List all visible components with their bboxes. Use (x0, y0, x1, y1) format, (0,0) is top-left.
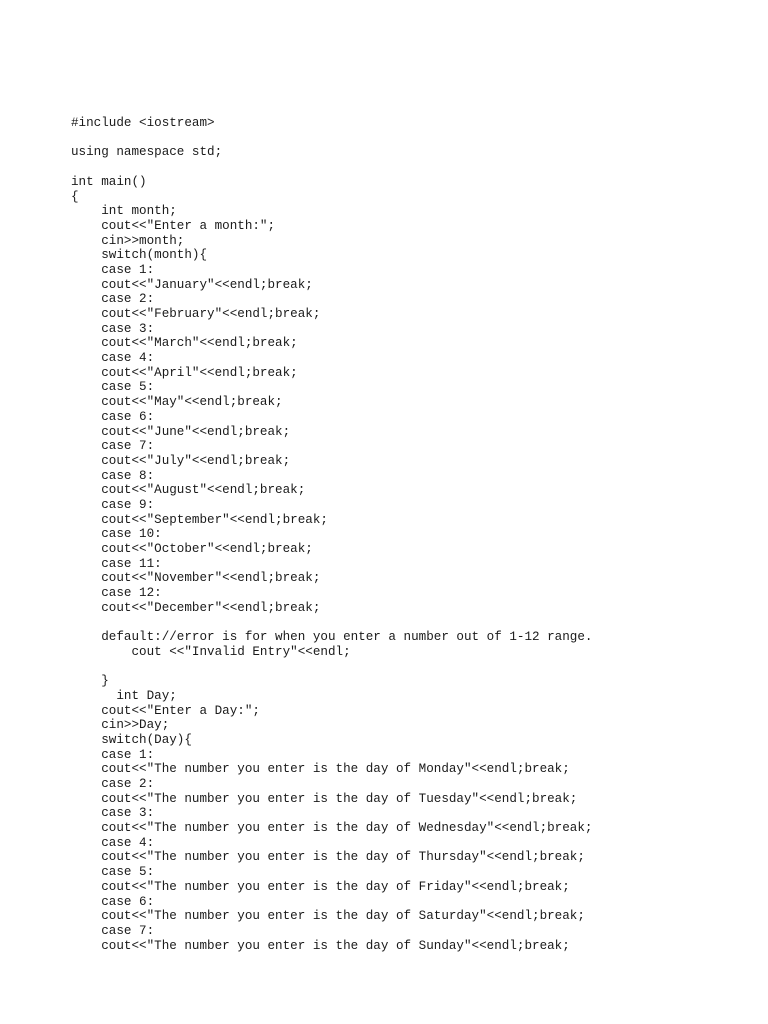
code-line: using namespace std; (71, 145, 223, 160)
code-line: cout<<"May"<<endl;break; (71, 395, 283, 410)
code-line: case 2: (71, 292, 155, 307)
blank-line (71, 615, 592, 630)
code-line: cout<<"October"<<endl;break; (71, 542, 313, 557)
code-line: default://error is for when you enter a number out of 1-12 range. (71, 630, 593, 645)
code-line: cout<<"December"<<endl;break; (71, 600, 321, 615)
code-line: cout<<"The number you enter is the day of Thursday"<<endl;break; (71, 850, 585, 865)
code-line: case 5: (71, 380, 155, 395)
code-line: cout<<"August"<<endl;break; (71, 483, 306, 498)
code-line: case 2: (71, 777, 155, 792)
code-line: case 4: (71, 351, 155, 366)
code-line: cout<<"November"<<endl;break; (71, 571, 321, 586)
blank-line (71, 660, 592, 675)
code-line: int main() (71, 174, 147, 189)
code-line: int month; (71, 204, 177, 219)
code-block (71, 72, 592, 953)
code-line: #include <iostream> (71, 116, 215, 131)
code-line: cout<<"March"<<endl;break; (71, 336, 298, 351)
code-line: cout<<"April"<<endl;break; (71, 365, 298, 380)
code-line: cout<<"July"<<endl;break; (71, 453, 291, 468)
code-line: cout<<"The number you enter is the day of Tuesday"<<endl;break; (71, 791, 578, 806)
code-line: { (71, 189, 79, 204)
code-line: case 12: (71, 586, 162, 601)
code-line: case 4: (71, 835, 155, 850)
code-line: case 6: (71, 894, 155, 909)
code-line: cout<<"February"<<endl;break; (71, 307, 321, 322)
code-line: switch(month){ (71, 248, 208, 263)
code-line: case 8: (71, 468, 155, 483)
code-line: cout<<"September"<<endl;break; (71, 512, 328, 527)
code-line: cin>>Day; (71, 718, 170, 733)
code-line: case 11: (71, 556, 162, 571)
code-line: case 1: (71, 262, 155, 277)
code-line: case 9: (71, 497, 155, 512)
code-line: case 10: (71, 527, 162, 542)
code-line: cin>>month; (71, 233, 185, 248)
code-line: cout<<"Enter a Day:"; (71, 703, 260, 718)
code-line: cout<<"The number you enter is the day of Wednesday"<<endl;break; (71, 821, 593, 836)
code-line: case 7: (71, 923, 155, 938)
code-line: case 5: (71, 865, 155, 880)
code-line: } (71, 674, 109, 689)
code-line: case 1: (71, 747, 155, 762)
code-line: switch(Day){ (71, 732, 192, 747)
code-line: case 7: (71, 439, 155, 454)
code-line: int Day; (71, 688, 177, 703)
code-line: cout<<"Enter a month:"; (71, 218, 276, 233)
code-line: cout<<"The number you enter is the day of Monday"<<endl;break; (71, 762, 570, 777)
blank-line (71, 160, 592, 175)
code-line: cout<<"The number you enter is the day of Sunday"<<endl;break; (71, 938, 570, 953)
code-line: case 3: (71, 806, 155, 821)
code-line: cout<<"The number you enter is the day of Saturday"<<endl;break; (71, 909, 585, 924)
code-line: cout<<"January"<<endl;break; (71, 277, 313, 292)
code-line: cout <<"Invalid Entry"<<endl; (71, 644, 351, 659)
code-line: case 3: (71, 321, 155, 336)
code-line: case 6: (71, 409, 155, 424)
code-line: cout<<"The number you enter is the day of Friday"<<endl;break; (71, 879, 570, 894)
blank-line (71, 131, 592, 146)
code-line: cout<<"June"<<endl;break; (71, 424, 291, 439)
